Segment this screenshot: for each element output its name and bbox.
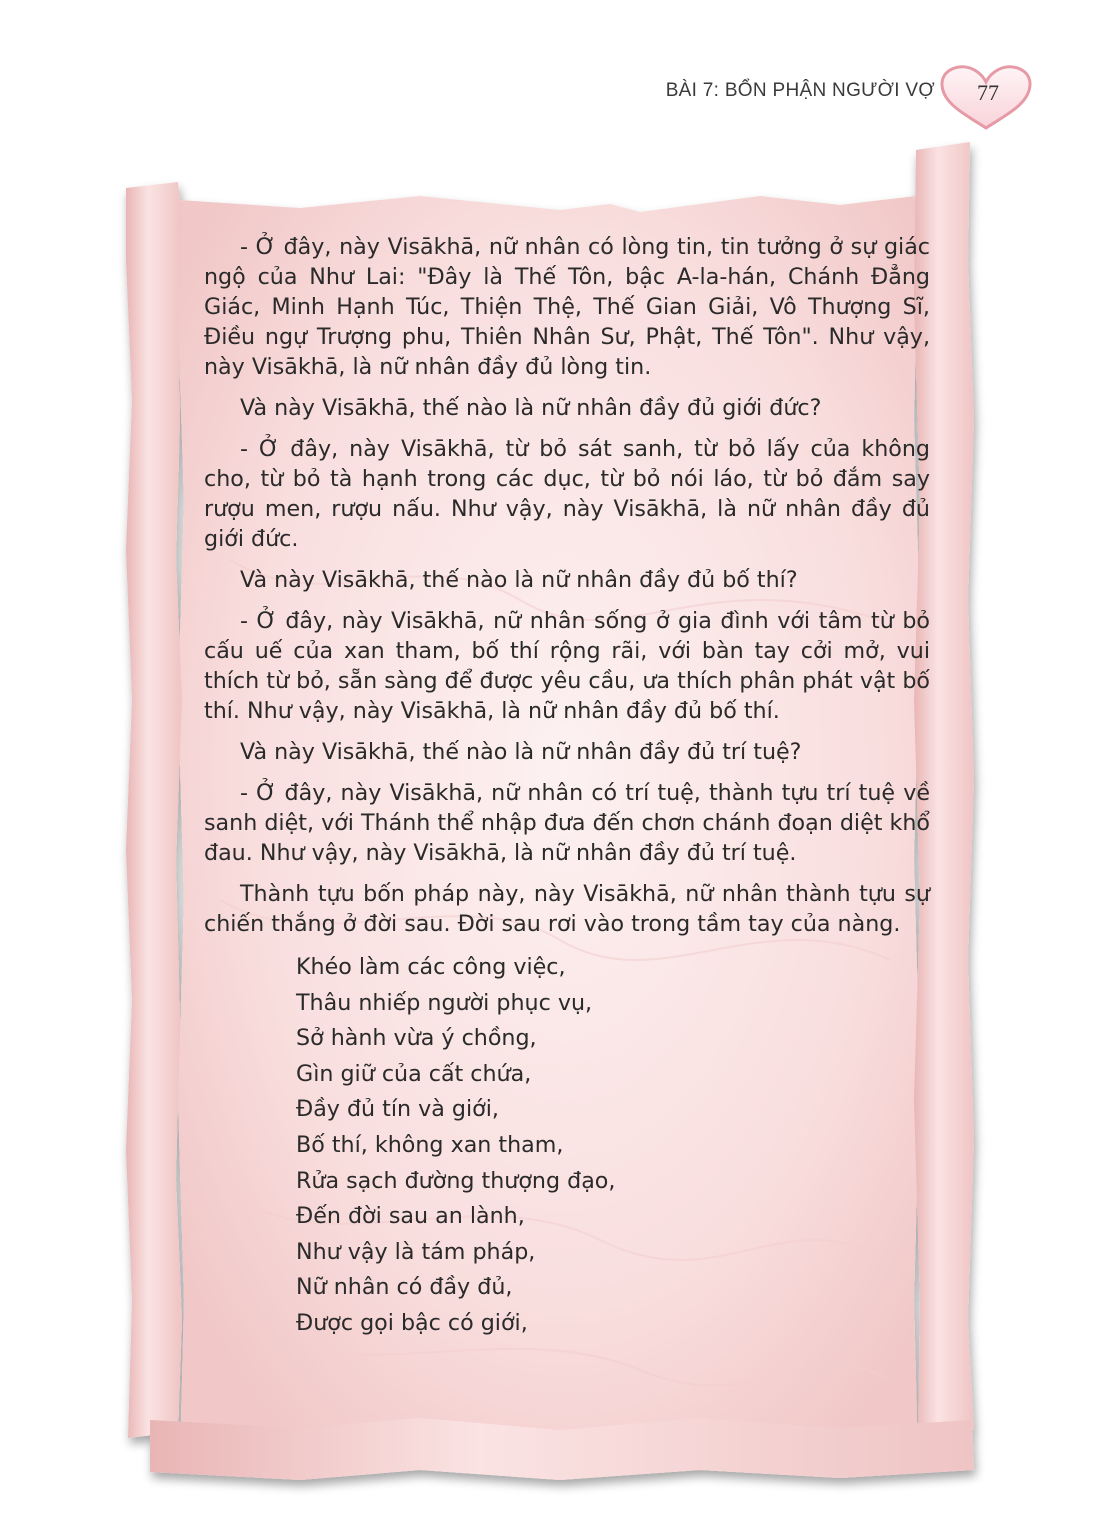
verse-line: Như vậy là tám pháp, <box>296 1238 536 1265</box>
chapter-title: BÀI 7: BỔN PHẬN NGƯỜI VỢ <box>665 80 935 101</box>
paragraph: Và này Visākhā, thế nào là nữ nhân đầy đủ trí tuệ? <box>240 739 802 765</box>
paragraph: Và này Visākhā, thế nào là nữ nhân đầy đủ bố thí? <box>240 567 798 593</box>
page-number: 77 <box>977 80 999 105</box>
verse-line: Đến đời sau an lành, <box>296 1203 525 1230</box>
body-text <box>204 232 930 1342</box>
verse-line: Rửa sạch đường thượng đạo, <box>296 1167 616 1194</box>
verse-line: Thâu nhiếp người phục vụ, <box>296 989 593 1016</box>
paragraph: Thành tựu bốn pháp này, này Visākhā, nữ nhân thành tựu sự chiến thắng ở đời sau. Đời sau rơi vào trong tầm tay của nàng. <box>204 881 930 937</box>
verse-line: Gìn giữ của cất chứa, <box>296 1060 532 1087</box>
paragraph: - Ở đây, này Visākhā, nữ nhân có lòng tin, tin tưởng ở sự giác ngộ của Như Lai: "Đây là Thế Tôn, bậc A-la-hán, Chánh Đẳng Giác, Minh Hạnh Túc, Thiện Thệ, Thế Gian Giải, Vô Thượng Sĩ, Điều ngự Trượng phu, Thiên Nhân Sư, Phật, Thế Tôn". Như vậy, này Visākhā, là nữ nhân đầy đủ lòng tin. <box>204 234 930 380</box>
paragraph: - Ở đây, này Visākhā, nữ nhân có trí tuệ, thành tựu trí tuệ về sanh diệt, với Thánh thể nhập đưa đến chơn chánh đoạn diệt khổ đau. Như vậy, này Visākhā, là nữ nhân đầy đủ trí tuệ. <box>204 780 930 866</box>
paragraph: - Ở đây, này Visākhā, từ bỏ sát sanh, từ bỏ lấy của không cho, từ bỏ tà hạnh trong các dục, từ bỏ nói láo, từ bỏ đắm say rượu men, rượu nấu. Như vậy, này Visākhā, là nữ nhân đầy đủ giới đức. <box>204 436 930 552</box>
paragraph: Và này Visākhā, thế nào là nữ nhân đầy đủ giới đức? <box>240 395 822 421</box>
verse-line: Nữ nhân có đầy đủ, <box>296 1274 513 1301</box>
verse-line: Sở hành vừa ý chồng, <box>296 1025 537 1052</box>
verse <box>296 950 930 1342</box>
paragraph: - Ở đây, này Visākhā, nữ nhân sống ở gia đình với tâm từ bỏ cấu uế của xan tham, bố thí rộng rãi, với bàn tay cởi mở, vui thích từ bỏ, sẵn sàng để được yêu cầu, ưa thích phân phát vật bố thí. Như vậy, này Visākhā, là nữ nhân đầy đủ bố thí. <box>204 608 930 724</box>
verse-line: Được gọi bậc có giới, <box>296 1309 528 1336</box>
verse-line: Đầy đủ tín và giới, <box>296 1096 499 1123</box>
verse-line: Khéo làm các công việc, <box>296 954 566 980</box>
verse-line: Bố thí, không xan tham, <box>296 1131 564 1158</box>
